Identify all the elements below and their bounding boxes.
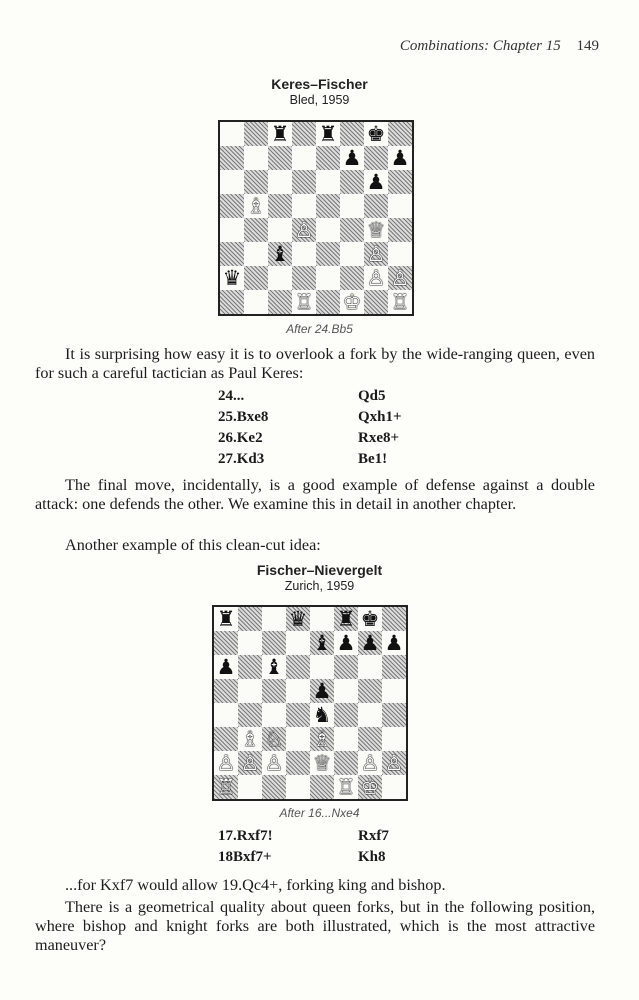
running-head — [400, 38, 599, 55]
game1-square-b2 — [244, 266, 268, 290]
game2-square-d3 — [286, 727, 310, 751]
game2-square-e6 — [310, 655, 334, 679]
game2-square-g7 — [358, 631, 382, 655]
game1-moves — [218, 386, 458, 470]
game1-square-h3 — [388, 242, 412, 266]
game1-square-h5 — [388, 194, 412, 218]
game1-move-row — [218, 428, 458, 449]
game1-square-g5 — [364, 194, 388, 218]
game2-square-c6 — [262, 655, 286, 679]
game2-black-move: Kh8 — [358, 849, 386, 865]
game2-square-c7 — [262, 631, 286, 655]
game1-header — [0, 76, 639, 107]
game1-square-d3 — [292, 242, 316, 266]
game1-square-d2 — [292, 266, 316, 290]
game2-piece: ♘ — [264, 726, 284, 751]
game2-square-c2 — [262, 751, 286, 775]
game1-event: Bled, 1959 — [289, 93, 350, 107]
game2-piece: ♙ — [384, 750, 404, 775]
game1-square-c7 — [268, 146, 292, 170]
game1-square-d1 — [292, 290, 316, 314]
game2-square-a2 — [214, 751, 238, 775]
game2-square-f2 — [334, 751, 358, 775]
game2-square-e4 — [310, 703, 334, 727]
game1-square-a5 — [220, 194, 244, 218]
game2-piece: ♖ — [336, 774, 356, 799]
game1-square-d4 — [292, 218, 316, 242]
game1-square-c3 — [268, 242, 292, 266]
game1-square-g3 — [364, 242, 388, 266]
game1-square-d8 — [292, 122, 316, 146]
game1-square-a3 — [220, 242, 244, 266]
game2-square-a8 — [214, 607, 238, 631]
game2-square-f4 — [334, 703, 358, 727]
game1-square-c6 — [268, 170, 292, 194]
game1-piece: ♙ — [390, 265, 410, 290]
paragraph-4-text: ...for Kxf7 would allow 19.Qc4+, forking king and bishop. — [65, 876, 446, 894]
game2-square-d2 — [286, 751, 310, 775]
game1-square-e6 — [316, 170, 340, 194]
game2-square-h6 — [382, 655, 406, 679]
game2-square-h5 — [382, 679, 406, 703]
game2-piece: ♞ — [312, 702, 332, 727]
game1-square-b7 — [244, 146, 268, 170]
game1-piece: ♖ — [294, 289, 314, 314]
game2-square-f3 — [334, 727, 358, 751]
game1-square-d6 — [292, 170, 316, 194]
game1-piece: ♜ — [318, 121, 338, 146]
game2-piece: ♕ — [312, 750, 332, 775]
game1-move-row — [218, 407, 458, 428]
game1-black-move: Be1! — [358, 451, 388, 467]
game1-square-b1 — [244, 290, 268, 314]
game1-piece: ♝ — [270, 241, 290, 266]
game2-header — [0, 562, 639, 593]
game2-white-move: 18Bxf7+ — [218, 849, 272, 865]
game2-square-d4 — [286, 703, 310, 727]
game1-square-h6 — [388, 170, 412, 194]
game2-piece: ♙ — [264, 750, 284, 775]
game1-piece: ♚ — [366, 121, 386, 146]
game2-piece: ♙ — [360, 750, 380, 775]
game2-piece: ♜ — [216, 606, 236, 631]
game1-square-a2 — [220, 266, 244, 290]
game1-piece: ♟ — [390, 145, 410, 170]
game2-square-h8 — [382, 607, 406, 631]
game2-square-g3 — [358, 727, 382, 751]
game1-square-b8 — [244, 122, 268, 146]
game1-square-a6 — [220, 170, 244, 194]
paragraph-5-text: There is a geometrical quality about queen forks, but in the following position, where bishop and knight forks are both illustrated, which is the most attractive maneuver? — [35, 898, 595, 954]
game2-piece: ♟ — [336, 630, 356, 655]
game1-square-e5 — [316, 194, 340, 218]
game2-square-b8 — [238, 607, 262, 631]
paragraph-4 — [35, 876, 595, 895]
game2-square-g1 — [358, 775, 382, 799]
game1-square-a1 — [220, 290, 244, 314]
game2-piece: ♟ — [312, 678, 332, 703]
game1-square-f6 — [340, 170, 364, 194]
game2-square-c5 — [262, 679, 286, 703]
game2-square-b7 — [238, 631, 262, 655]
game2-square-c4 — [262, 703, 286, 727]
game1-square-d7 — [292, 146, 316, 170]
game1-piece: ♕ — [366, 217, 386, 242]
game2-square-b1 — [238, 775, 262, 799]
game2-square-b6 — [238, 655, 262, 679]
game1-square-e7 — [316, 146, 340, 170]
game2-square-b3 — [238, 727, 262, 751]
game2-piece: ♜ — [336, 606, 356, 631]
game2-piece: ♟ — [216, 654, 236, 679]
game2-piece: ♙ — [216, 750, 236, 775]
paragraph-2 — [35, 476, 595, 514]
game2-piece: ♙ — [240, 750, 260, 775]
game2-moves — [218, 826, 458, 868]
game1-square-f3 — [340, 242, 364, 266]
game1-piece: ♖ — [390, 289, 410, 314]
game2-square-c3 — [262, 727, 286, 751]
game2-square-g6 — [358, 655, 382, 679]
game1-square-h4 — [388, 218, 412, 242]
game1-square-h2 — [388, 266, 412, 290]
game1-white-move: 26.Ke2 — [218, 430, 263, 446]
game1-piece: ♟ — [342, 145, 362, 170]
game1-square-f7 — [340, 146, 364, 170]
paragraph-3-text: Another example of this clean-cut idea: — [65, 536, 321, 554]
game1-piece: ♙ — [294, 217, 314, 242]
game2-piece: ♝ — [264, 654, 284, 679]
game1-square-c1 — [268, 290, 292, 314]
game1-square-g7 — [364, 146, 388, 170]
game1-black-move: Qxh1+ — [358, 409, 402, 425]
game2-event: Zurich, 1959 — [284, 579, 355, 593]
game2-move-row — [218, 826, 458, 847]
game1-square-b3 — [244, 242, 268, 266]
game1-square-b6 — [244, 170, 268, 194]
game1-move-row — [218, 386, 458, 407]
game1-piece: ♜ — [270, 121, 290, 146]
game1-square-c8 — [268, 122, 292, 146]
game2-square-b2 — [238, 751, 262, 775]
game2-move-row — [218, 847, 458, 868]
game2-square-g2 — [358, 751, 382, 775]
game1-black-move: Rxe8+ — [358, 430, 400, 446]
game1-white-move: 27.Kd3 — [218, 451, 265, 467]
game2-piece: ♛ — [288, 606, 308, 631]
game1-caption: After 24.Bb5 — [286, 322, 353, 336]
game2-square-a6 — [214, 655, 238, 679]
game2-chess-board — [212, 605, 408, 801]
paragraph-1 — [35, 345, 595, 383]
game1-square-e3 — [316, 242, 340, 266]
game2-square-g5 — [358, 679, 382, 703]
game2-piece: ♗ — [240, 726, 260, 751]
game1-square-e1 — [316, 290, 340, 314]
game2-piece: ♗ — [312, 726, 332, 751]
game2-piece: ♟ — [360, 630, 380, 655]
game1-square-f2 — [340, 266, 364, 290]
game2-square-e1 — [310, 775, 334, 799]
game2-square-h4 — [382, 703, 406, 727]
game1-square-f4 — [340, 218, 364, 242]
game2-square-h7 — [382, 631, 406, 655]
game1-square-g2 — [364, 266, 388, 290]
game2-square-f8 — [334, 607, 358, 631]
game2-black-move: Rxf7 — [358, 828, 389, 844]
game2-square-f6 — [334, 655, 358, 679]
game2-square-a4 — [214, 703, 238, 727]
game2-square-a5 — [214, 679, 238, 703]
game2-square-e7 — [310, 631, 334, 655]
paragraph-2-text: The final move, incidentally, is a good example of defense against a double attack: one defends the other. We examine this in detail in another chapter. — [35, 476, 595, 513]
game1-square-h8 — [388, 122, 412, 146]
game1-square-e8 — [316, 122, 340, 146]
game1-square-c2 — [268, 266, 292, 290]
game2-piece: ♟ — [384, 630, 404, 655]
game2-square-f7 — [334, 631, 358, 655]
game2-square-c8 — [262, 607, 286, 631]
game1-title: Keres–Fischer — [271, 76, 368, 92]
game1-square-e4 — [316, 218, 340, 242]
paragraph-5 — [35, 898, 595, 955]
game1-black-move: Qd5 — [358, 388, 386, 404]
game1-white-move: 25.Bxe8 — [218, 409, 269, 425]
game1-square-a7 — [220, 146, 244, 170]
game1-piece: ♟ — [366, 169, 386, 194]
game2-caption: After 16...Nxe4 — [279, 806, 360, 820]
game1-square-c4 — [268, 218, 292, 242]
game2-square-a7 — [214, 631, 238, 655]
game2-square-d6 — [286, 655, 310, 679]
game1-square-f8 — [340, 122, 364, 146]
game2-square-e3 — [310, 727, 334, 751]
game1-square-b5 — [244, 194, 268, 218]
game1-square-b4 — [244, 218, 268, 242]
paragraph-3 — [35, 536, 595, 555]
game2-piece: ♖ — [216, 774, 236, 799]
game1-square-f5 — [340, 194, 364, 218]
game2-square-a1 — [214, 775, 238, 799]
game1-piece: ♙ — [366, 241, 386, 266]
game2-white-move: 17.Rxf7! — [218, 828, 273, 844]
game1-move-row — [218, 449, 458, 470]
game2-square-e5 — [310, 679, 334, 703]
game2-square-d7 — [286, 631, 310, 655]
running-head-title: Combinations: Chapter 15 — [399, 38, 561, 54]
game1-square-d5 — [292, 194, 316, 218]
game1-square-g4 — [364, 218, 388, 242]
game2-square-b5 — [238, 679, 262, 703]
game1-chess-board — [218, 120, 414, 316]
game1-square-e2 — [316, 266, 340, 290]
game1-square-c5 — [268, 194, 292, 218]
paragraph-1-text: It is surprising how easy it is to overlook a fork by the wide-ranging queen, even for such a careful tactician as Paul Keres: — [35, 345, 595, 382]
game1-square-f1 — [340, 290, 364, 314]
game2-square-g4 — [358, 703, 382, 727]
game2-square-d5 — [286, 679, 310, 703]
game1-white-move: 24... — [218, 388, 245, 404]
game2-square-g8 — [358, 607, 382, 631]
game2-square-f1 — [334, 775, 358, 799]
game2-title: Fischer–Nievergelt — [256, 562, 383, 578]
game2-square-b4 — [238, 703, 262, 727]
game1-square-h7 — [388, 146, 412, 170]
game1-piece: ♔ — [342, 289, 362, 314]
game2-square-e8 — [310, 607, 334, 631]
game1-piece: ♛ — [222, 265, 242, 290]
game2-piece: ♔ — [360, 774, 380, 799]
game2-square-c1 — [262, 775, 286, 799]
game1-square-a8 — [220, 122, 244, 146]
page-number: 149 — [576, 38, 599, 54]
game2-square-h1 — [382, 775, 406, 799]
game2-square-d1 — [286, 775, 310, 799]
game2-square-h3 — [382, 727, 406, 751]
game2-piece: ♚ — [360, 606, 380, 631]
game1-piece: ♗ — [246, 193, 266, 218]
game2-square-d8 — [286, 607, 310, 631]
game2-square-f5 — [334, 679, 358, 703]
game1-square-g1 — [364, 290, 388, 314]
game1-square-g6 — [364, 170, 388, 194]
game2-piece: ♝ — [312, 630, 332, 655]
game1-piece: ♙ — [366, 265, 386, 290]
game2-square-h2 — [382, 751, 406, 775]
game1-square-a4 — [220, 218, 244, 242]
game1-square-g8 — [364, 122, 388, 146]
game2-square-a3 — [214, 727, 238, 751]
game2-square-e2 — [310, 751, 334, 775]
game1-square-h1 — [388, 290, 412, 314]
